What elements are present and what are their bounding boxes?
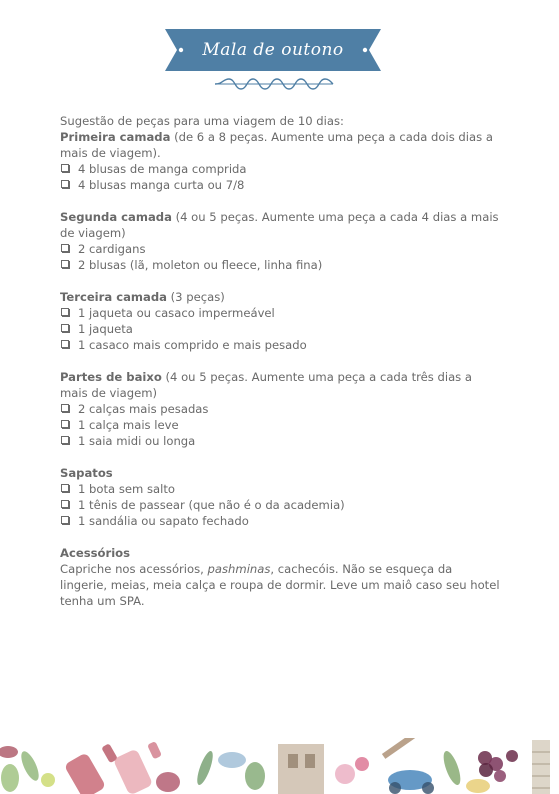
section-heading: [60, 209, 500, 241]
checkbox-icon: [61, 308, 69, 316]
section-title: Segunda camada: [60, 210, 172, 224]
checkbox-icon: [61, 420, 69, 428]
section-note: (3 peças): [166, 290, 225, 304]
checklist-item: [60, 513, 500, 529]
checkbox-icon: [61, 244, 69, 252]
checkbox-icon: [61, 180, 69, 188]
section-4: [60, 369, 500, 449]
checkbox-icon: [61, 340, 69, 348]
checklist-item: [60, 433, 500, 449]
section-3: [60, 289, 500, 353]
checklist-item-label: 2 calças mais pesadas: [78, 402, 209, 416]
accessories-text: Capriche nos acessórios, pashminas, cachecóis. Não se esqueça da lingerie, meias, meia calça e roupa de dormir. Leve um maiô caso seu hotel tenha um SPA.: [60, 562, 500, 608]
checkbox-icon: [61, 164, 69, 172]
title-banner: [165, 27, 381, 73]
section-title: Partes de baixo: [60, 370, 162, 384]
checklist: [60, 241, 500, 273]
checklist-item-label: 1 bota sem salto: [78, 482, 176, 496]
flourish-divider-icon: [213, 76, 335, 92]
checklist-item: [60, 241, 500, 257]
section-1: [60, 129, 500, 193]
accessories-section: [60, 545, 500, 609]
checklist-item: [60, 401, 500, 417]
checklist-item-label: 4 blusas manga curta ou 7/8: [78, 178, 245, 192]
checkbox-icon: [61, 500, 69, 508]
sections-container: [60, 129, 500, 529]
checkbox-icon: [61, 484, 69, 492]
checkbox-icon: [61, 516, 69, 524]
checklist-item-label: 1 sandália ou sapato fechado: [78, 514, 249, 528]
checkbox-icon: [61, 404, 69, 412]
checklist-item: [60, 305, 500, 321]
checklist: [60, 401, 500, 449]
section-note: (de 6 a 8 peças. Aumente uma peça a cada dois dias a mais de viagem).: [60, 130, 493, 160]
checklist-item: [60, 177, 500, 193]
checklist: [60, 305, 500, 353]
checklist-item: [60, 417, 500, 433]
checkbox-icon: [61, 436, 69, 444]
section-heading: [60, 289, 500, 305]
checklist-item: [60, 481, 500, 497]
section-title-accessories: Acessórios: [60, 546, 131, 560]
checklist-item-label: 4 blusas de manga comprida: [78, 162, 247, 176]
checklist-item: [60, 497, 500, 513]
section-heading: [60, 465, 500, 481]
checkbox-icon: [61, 260, 69, 268]
checklist-item: [60, 337, 500, 353]
checklist-item-label: 2 blusas (lã, moleton ou fleece, linha fina): [78, 258, 323, 272]
checklist-item: [60, 257, 500, 273]
checklist-item-label: 2 cardigans: [78, 242, 146, 256]
checkbox-icon: [61, 324, 69, 332]
checklist-item-label: 1 casaco mais comprido e mais pesado: [78, 338, 307, 352]
watercolor-travel-illustration: [0, 738, 559, 794]
checklist-item-label: 1 saia midi ou longa: [78, 434, 196, 448]
checklist-item: [60, 161, 500, 177]
section-heading: [60, 129, 500, 161]
section-title: Sapatos: [60, 466, 113, 480]
checklist-item-label: 1 tênis de passear (que não é o da academia): [78, 498, 345, 512]
packing-list: [60, 113, 500, 609]
checklist-item-label: 1 jaqueta: [78, 322, 133, 336]
section-heading: [60, 369, 500, 401]
section-title: Terceira camada: [60, 290, 167, 304]
page-title: Mala de outono: [202, 40, 344, 60]
section-title: Primeira camada: [60, 130, 171, 144]
section-2: [60, 209, 500, 273]
checklist-item: [60, 321, 500, 337]
section-note: (4 ou 5 peças. Aumente uma peça a cada 4 dias a mais de viagem): [60, 210, 499, 240]
section-5: [60, 465, 500, 529]
checklist: [60, 161, 500, 193]
checklist-item-label: 1 jaqueta ou casaco impermeável: [78, 306, 275, 320]
intro-text: Sugestão de peças para uma viagem de 10 dias:: [60, 114, 344, 128]
checklist: [60, 481, 500, 529]
section-note: (4 ou 5 peças. Aumente uma peça a cada três dias a mais de viagem): [60, 370, 473, 400]
checklist-item-label: 1 calça mais leve: [78, 418, 179, 432]
